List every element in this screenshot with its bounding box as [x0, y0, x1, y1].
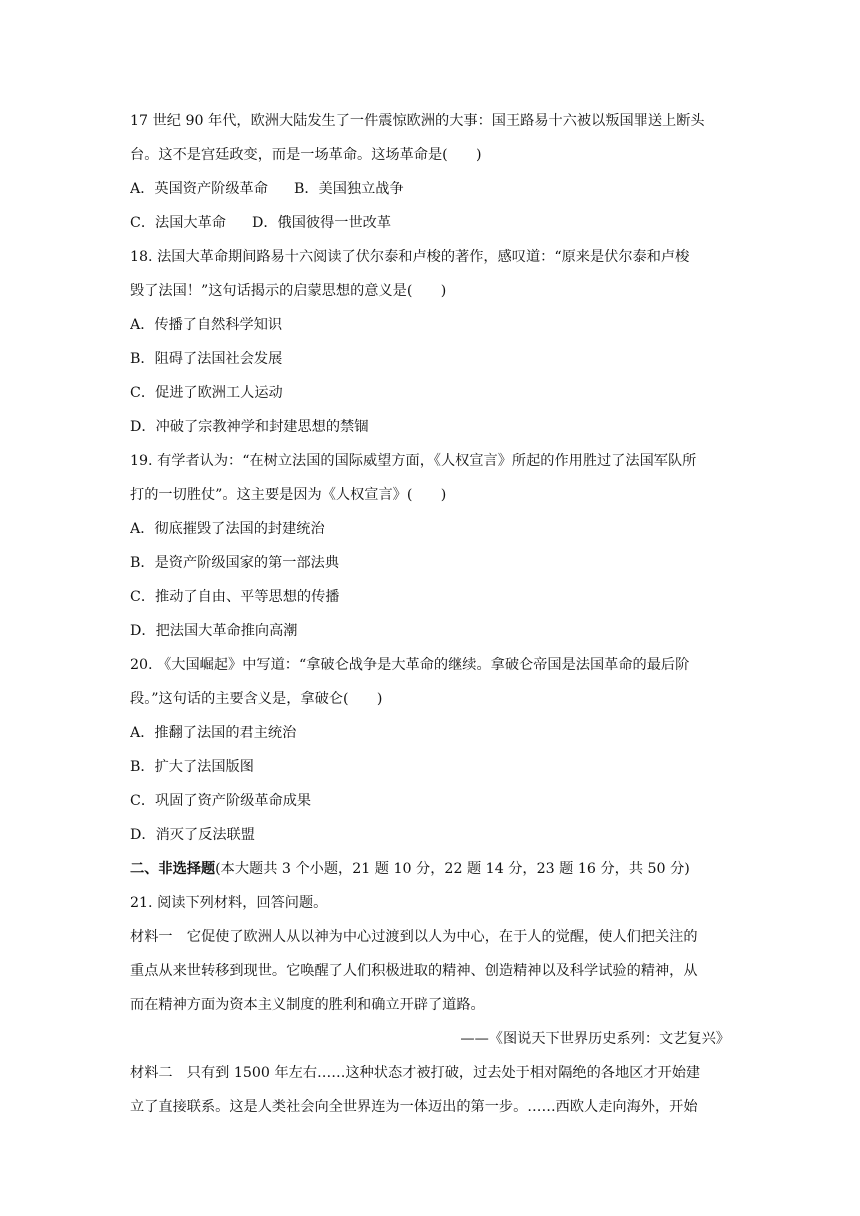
q19-option-d: D．把法国大革命推向高潮: [130, 623, 298, 639]
q21-material-1-line-3: 而在精神方面为资本主义制度的胜利和确立开辟了道路。: [130, 997, 485, 1013]
q19-option-c: C．推动了自由、平等思想的传播: [130, 589, 340, 605]
q18-stem-line-2: 毁了法国！”这句话揭示的启蒙思想的意义是( ): [130, 283, 447, 299]
q19-stem-line-1: 19. 有学者认为：“在树立法国的国际威望方面，《人权宣言》所起的作用胜过了法国军队所: [130, 453, 697, 469]
q18-option-c: C．促进了欧洲工人运动: [130, 385, 283, 401]
q19-option-a: A．彻底摧毁了法国的封建统治: [130, 521, 325, 537]
q17-stem-line-1: 17 世纪 90 年代，欧洲大陆发生了一件震惊欧洲的大事：国王路易十六被以叛国罪送上断头: [130, 113, 705, 129]
q17-option-d: D．俄国彼得一世改革: [251, 215, 392, 231]
q21-material-1-source: ——《图说天下世界历史系列：文艺复兴》: [460, 1031, 730, 1047]
section-2-title: 二、非选择题: [130, 861, 216, 877]
q20-option-d: D．消灭了反法联盟: [130, 827, 255, 843]
q20-option-b: B．扩大了法国版图: [130, 759, 254, 775]
q21-stem: 21. 阅读下列材料，回答问题。: [130, 895, 328, 911]
q20-stem-line-1: 20. 《大国崛起》中写道：“拿破仑战争是大革命的继续。拿破仑帝国是法国革命的最后阶: [130, 657, 690, 673]
section-2-note: (本大题共 3 个小题，21 题 10 分，22 题 14 分，23 题 16 分，共 50 分): [215, 861, 690, 877]
q21-material-2-line-1: 材料二 只有到 1500 年左右……这种状态才被打破，过去处于相对隔绝的各地区才开始建: [130, 1065, 701, 1081]
q17-options-ab: [130, 172, 730, 206]
q17-option-c: C．法国大革命: [130, 215, 226, 231]
page-content: [130, 104, 730, 1124]
q18-option-a: A．传播了自然科学知识: [130, 317, 283, 333]
q19-option-b: B．是资产阶级国家的第一部法典: [130, 555, 340, 571]
q19-stem-line-2: 打的一切胜仗”。这主要是因为《人权宣言》( ): [130, 487, 447, 503]
q21-material-1-line-2: 重点从来世转移到现世。它唤醒了人们积极进取的精神、创造精神以及科学试验的精神，从: [130, 963, 698, 979]
q17-option-b: B．美国独立战争: [293, 181, 404, 197]
q20-stem-line-2: 段。”这句话的主要含义是，拿破仑( ): [130, 691, 383, 707]
q18-stem-line-1: 18. 法国大革命期间路易十六阅读了伏尔泰和卢梭的著作，感叹道：“原来是伏尔泰和卢梭: [130, 249, 690, 265]
q17-options-cd: [130, 206, 730, 240]
q18-option-b: B．阻碍了法国社会发展: [130, 351, 283, 367]
q21-material-1-line-1: 材料一 它促使了欧洲人从以神为中心过渡到以人为中心，在于人的觉醒，使人们把关注的: [130, 929, 698, 945]
section-2-heading: [130, 852, 730, 886]
q18-option-d: D．冲破了宗教神学和封建思想的禁锢: [130, 419, 369, 435]
q20-option-a: A．推翻了法国的君主统治: [130, 725, 297, 741]
q20-option-c: C．巩固了资产阶级革命成果: [130, 793, 312, 809]
q17-stem-line-2: 台。这不是宫廷政变，而是一场革命。这场革命是( ): [130, 147, 482, 163]
q21-material-2-line-2: 立了直接联系。这是人类社会向全世界连为一体迈出的第一步。……西欧人走向海外，开始: [130, 1099, 698, 1115]
q17-option-a: A．英国资产阶级革命: [130, 181, 268, 197]
